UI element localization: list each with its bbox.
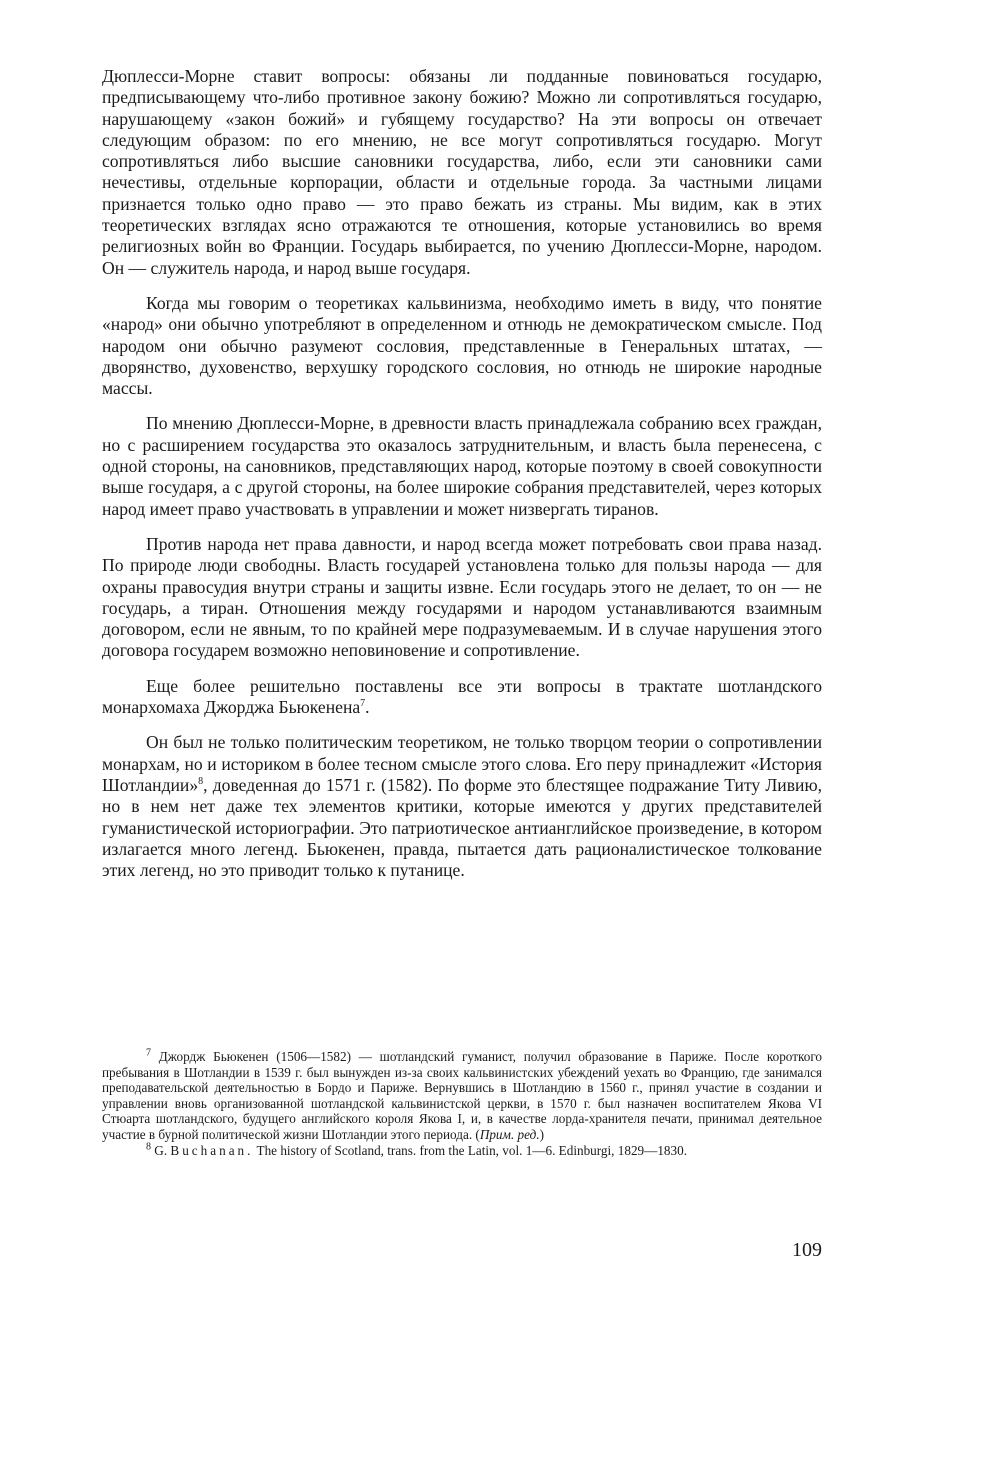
footnote-7-marker: 7 xyxy=(146,1047,151,1059)
paragraph-5-period: . xyxy=(365,697,370,718)
page-number: 109 xyxy=(792,1239,822,1261)
footnote-7-text: Джордж Бьюкенен (1506—1582) — шотландский гуманист, получил образование в Париже. После короткого пребывания в Шотландии в 1539 г. был вынужден из-за своих кальвинистских убеждений уехать во Францию, где занимался преподавательской деятельностью в Бордо и Париже. Вернувшись в Шотландию в 1560 г., принял участие в создании и управлении вновь организованной шотландской кальвинистской церкви, в 1570 г. был назначен воспитателем Якова VI Стюарта шотландского, будущего английского короля Якова I, и, в качестве лорда-хранителя печати, принимал деятельное участие в бурной политической жизни Шотландии этого периода. ( xyxy=(102,1049,822,1142)
paragraph-5 xyxy=(102,676,822,719)
main-text xyxy=(102,66,822,881)
paragraph-6 xyxy=(102,732,822,881)
paragraph-6-text-end: , доведенная до 1571 г. (1582). По форме это блестящее подражание Титу Ливию, но в нем нет даже тех элементов критики, которые имеются у других представителей гуманистической историографии. Это патриотическое антианглийское произведение, в котором излагается много легенд. Бьюкенен, правда, пытается дать рационалистическое толкование этих легенд, но это приводит только к путанице. xyxy=(102,774,822,881)
footnote-8 xyxy=(102,1143,822,1159)
paragraph-3: По мнению Дюплесси-Морне, в древности власть принадлежала собранию всех граждан, но с расширением государства это оказалось затруднительным, и власть была перенесена, с одной стороны, на сановников, представляющих народ, которые поэтому в своей совокупности выше государя, а с другой стороны, на более широкие собрания представителей, через которых народ имеет право участвовать в управлении и может низвергать тиранов. xyxy=(102,413,822,519)
paragraph-2: Когда мы говорим о теоретиках кальвинизма, необходимо иметь в виду, что понятие «народ» они обычно употребляют в определенном и отнюдь не демократическом смысле. Под народом они обычно разумеют сословия, представленные в Генеральных штатах, — дворянство, духовенство, верхушку городского сословия, но отнюдь не широкие народные массы. xyxy=(102,292,822,399)
paragraph-4: Против народа нет права давности, и народ всегда может потребовать свои права назад. По природе люди свободны. Власть государей установлена только для пользы народа — для охраны правосудия внутри страны и защиты извне. Если государь этого не делает, то он — не государь, а тиран. Отношения между государями и народом устанавливаются взаимным договором, если не явным, то по крайней мере подразумеваемым. И в случае нарушения этого договора государем возможно неповиновение и сопротивление. xyxy=(102,533,822,661)
footnote-7-close: ) xyxy=(539,1126,545,1142)
footnotes xyxy=(102,1049,822,1158)
footnote-ref-7[interactable]: 7 xyxy=(360,698,366,710)
paragraph-6-text-start: Он был не только политическим теоретиком, не только творцом теории о сопротивлении монархам, но и историком в более тесном смысле этого слова. Его перу принадлежит «История Шотландии» xyxy=(102,732,822,795)
footnote-7 xyxy=(102,1049,822,1143)
paragraph-1: Дюплесси-Морне ставит вопросы: обязаны ли подданные повиноваться государю, предписывающему что-либо противное закону божию? Можно ли сопротивляться государю, нарушающему «закон божий» и губящему государство? На эти вопросы он отвечает следующим образом: по его мнению, не все могут сопротивляться государю. Могут сопротивляться либо высшие сановники государства, либо, если эти сановники сами нечестивы, отдельные корпорации, области и отдельные города. За частными лицами признается только одно право — это право бежать из страны. Мы видим, как в этих теоретических взглядах ясно отражаются те отношения, которые установились во время религиозных войн во Франции. Государь выбирается, по учению Дюплесси-Морне, народом. Он — служитель народа, и народ выше государя. xyxy=(102,66,822,278)
footnote-8-text: The history of Scotland, trans. from the Latin, vol. 1—6. Edinburgi, 1829—1830. xyxy=(256,1142,688,1158)
footnote-8-author: Buchanan. xyxy=(170,1142,254,1158)
footnote-7-editor-note: Прим. ред. xyxy=(479,1126,540,1142)
footnote-ref-8[interactable]: 8 xyxy=(198,776,204,788)
footnote-8-marker: 8 xyxy=(146,1141,151,1153)
paragraph-5-text: Еще более решительно поставлены все эти вопросы в трактате шотландского монархомаха Джорджа Бьюкенена xyxy=(102,675,822,718)
footnote-8-initial: G. xyxy=(154,1142,168,1158)
